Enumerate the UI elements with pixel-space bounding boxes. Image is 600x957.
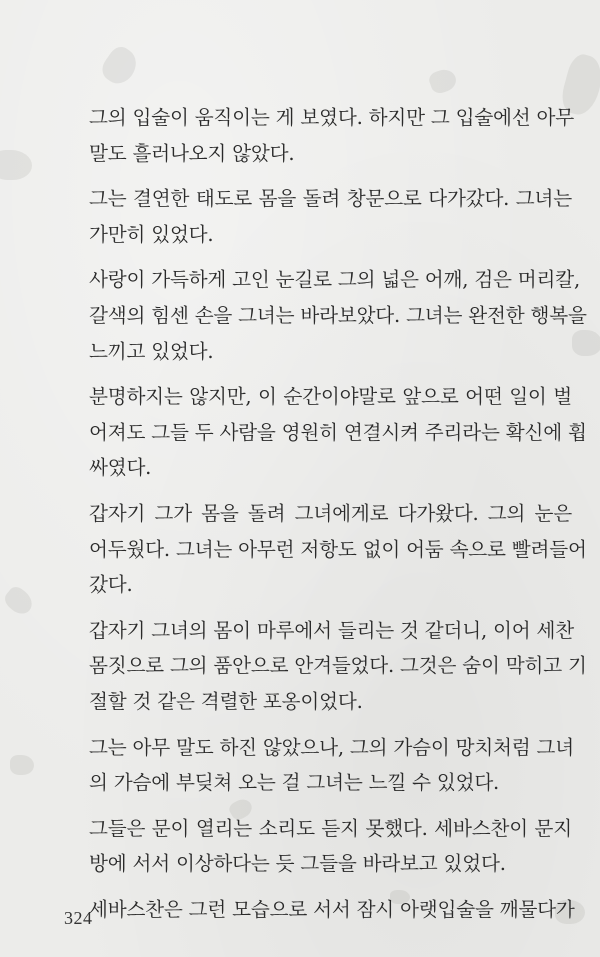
text-line: 느끼고 있었다. xyxy=(89,339,214,363)
page-number: 324 xyxy=(64,908,93,928)
text-line: 그들은 문이 열리는 소리도 듣지 못했다. 세바스찬이 문지 xyxy=(89,816,572,840)
paragraph xyxy=(60,181,572,252)
text-line: 의 가슴에 부딪쳐 오는 걸 그녀는 느낄 수 있었다. xyxy=(89,771,500,795)
paragraph xyxy=(60,613,587,720)
text-line: 싸였다. xyxy=(89,456,152,480)
paragraph xyxy=(60,811,572,882)
paragraph xyxy=(60,100,572,171)
paragraph xyxy=(60,892,575,928)
text-line: 그의 입술이 움직이는 게 보였다. 하지만 그 입술에선 아무 xyxy=(89,106,574,129)
paper-stain xyxy=(1,584,37,619)
text-line: 갔다. xyxy=(89,573,133,597)
text-line: 방에 서서 이상하다는 듯 그들을 바라보고 있었다. xyxy=(89,852,506,876)
paper-stain xyxy=(10,755,34,775)
text-line: 세바스찬은 그런 모습으로 서서 잠시 아랫입술을 깨물다가 xyxy=(89,897,575,921)
paragraph xyxy=(60,496,587,603)
text-line: 갈색의 힘센 손을 그녀는 바라보았다. 그녀는 완전한 행복을 xyxy=(89,303,587,327)
text-line: 어두웠다. 그녀는 아무런 저항도 없이 어둠 속으로 빨려들어 xyxy=(89,537,587,561)
text-line: 절할 것 같은 격렬한 포옹이었다. xyxy=(89,689,363,713)
text-line: 그는 아무 말도 하진 않았으나, 그의 가슴이 망치처럼 그녀 xyxy=(89,735,574,759)
text-line: 그는 결연한 태도로 몸을 돌려 창문으로 다가갔다. 그녀는 xyxy=(89,187,572,211)
text-line: 가만히 있었다. xyxy=(89,222,214,246)
paper-stain xyxy=(572,330,600,356)
paragraph xyxy=(60,379,587,486)
text-line: 사랑이 가득하게 고인 눈길로 그의 넓은 어깨, 검은 머리칼, xyxy=(89,268,581,292)
paragraph xyxy=(60,730,572,801)
body-text xyxy=(60,100,587,937)
paper-stain xyxy=(97,43,142,90)
text-line: 몸짓으로 그의 품안으로 안겨들었다. 그것은 숨이 막히고 기 xyxy=(89,654,587,678)
text-line: 분명하지는 않지만, 이 순간이야말로 앞으로 어떤 일이 벌 xyxy=(89,385,572,409)
text-line: 말도 흘러나오지 않았다. xyxy=(89,141,295,165)
text-line: 어져도 그들 두 사람을 영원히 연결시켜 주리라는 확신에 휩 xyxy=(89,420,587,444)
paragraph xyxy=(60,262,587,369)
paper-stain xyxy=(427,66,459,96)
text-line: 갑자기 그가 몸을 돌려 그녀에게로 다가왔다. 그의 눈은 xyxy=(89,501,572,525)
text-line: 갑자기 그녀의 몸이 마루에서 들리는 것 같더니, 이어 세찬 xyxy=(89,618,574,642)
paper-stain xyxy=(0,150,32,180)
